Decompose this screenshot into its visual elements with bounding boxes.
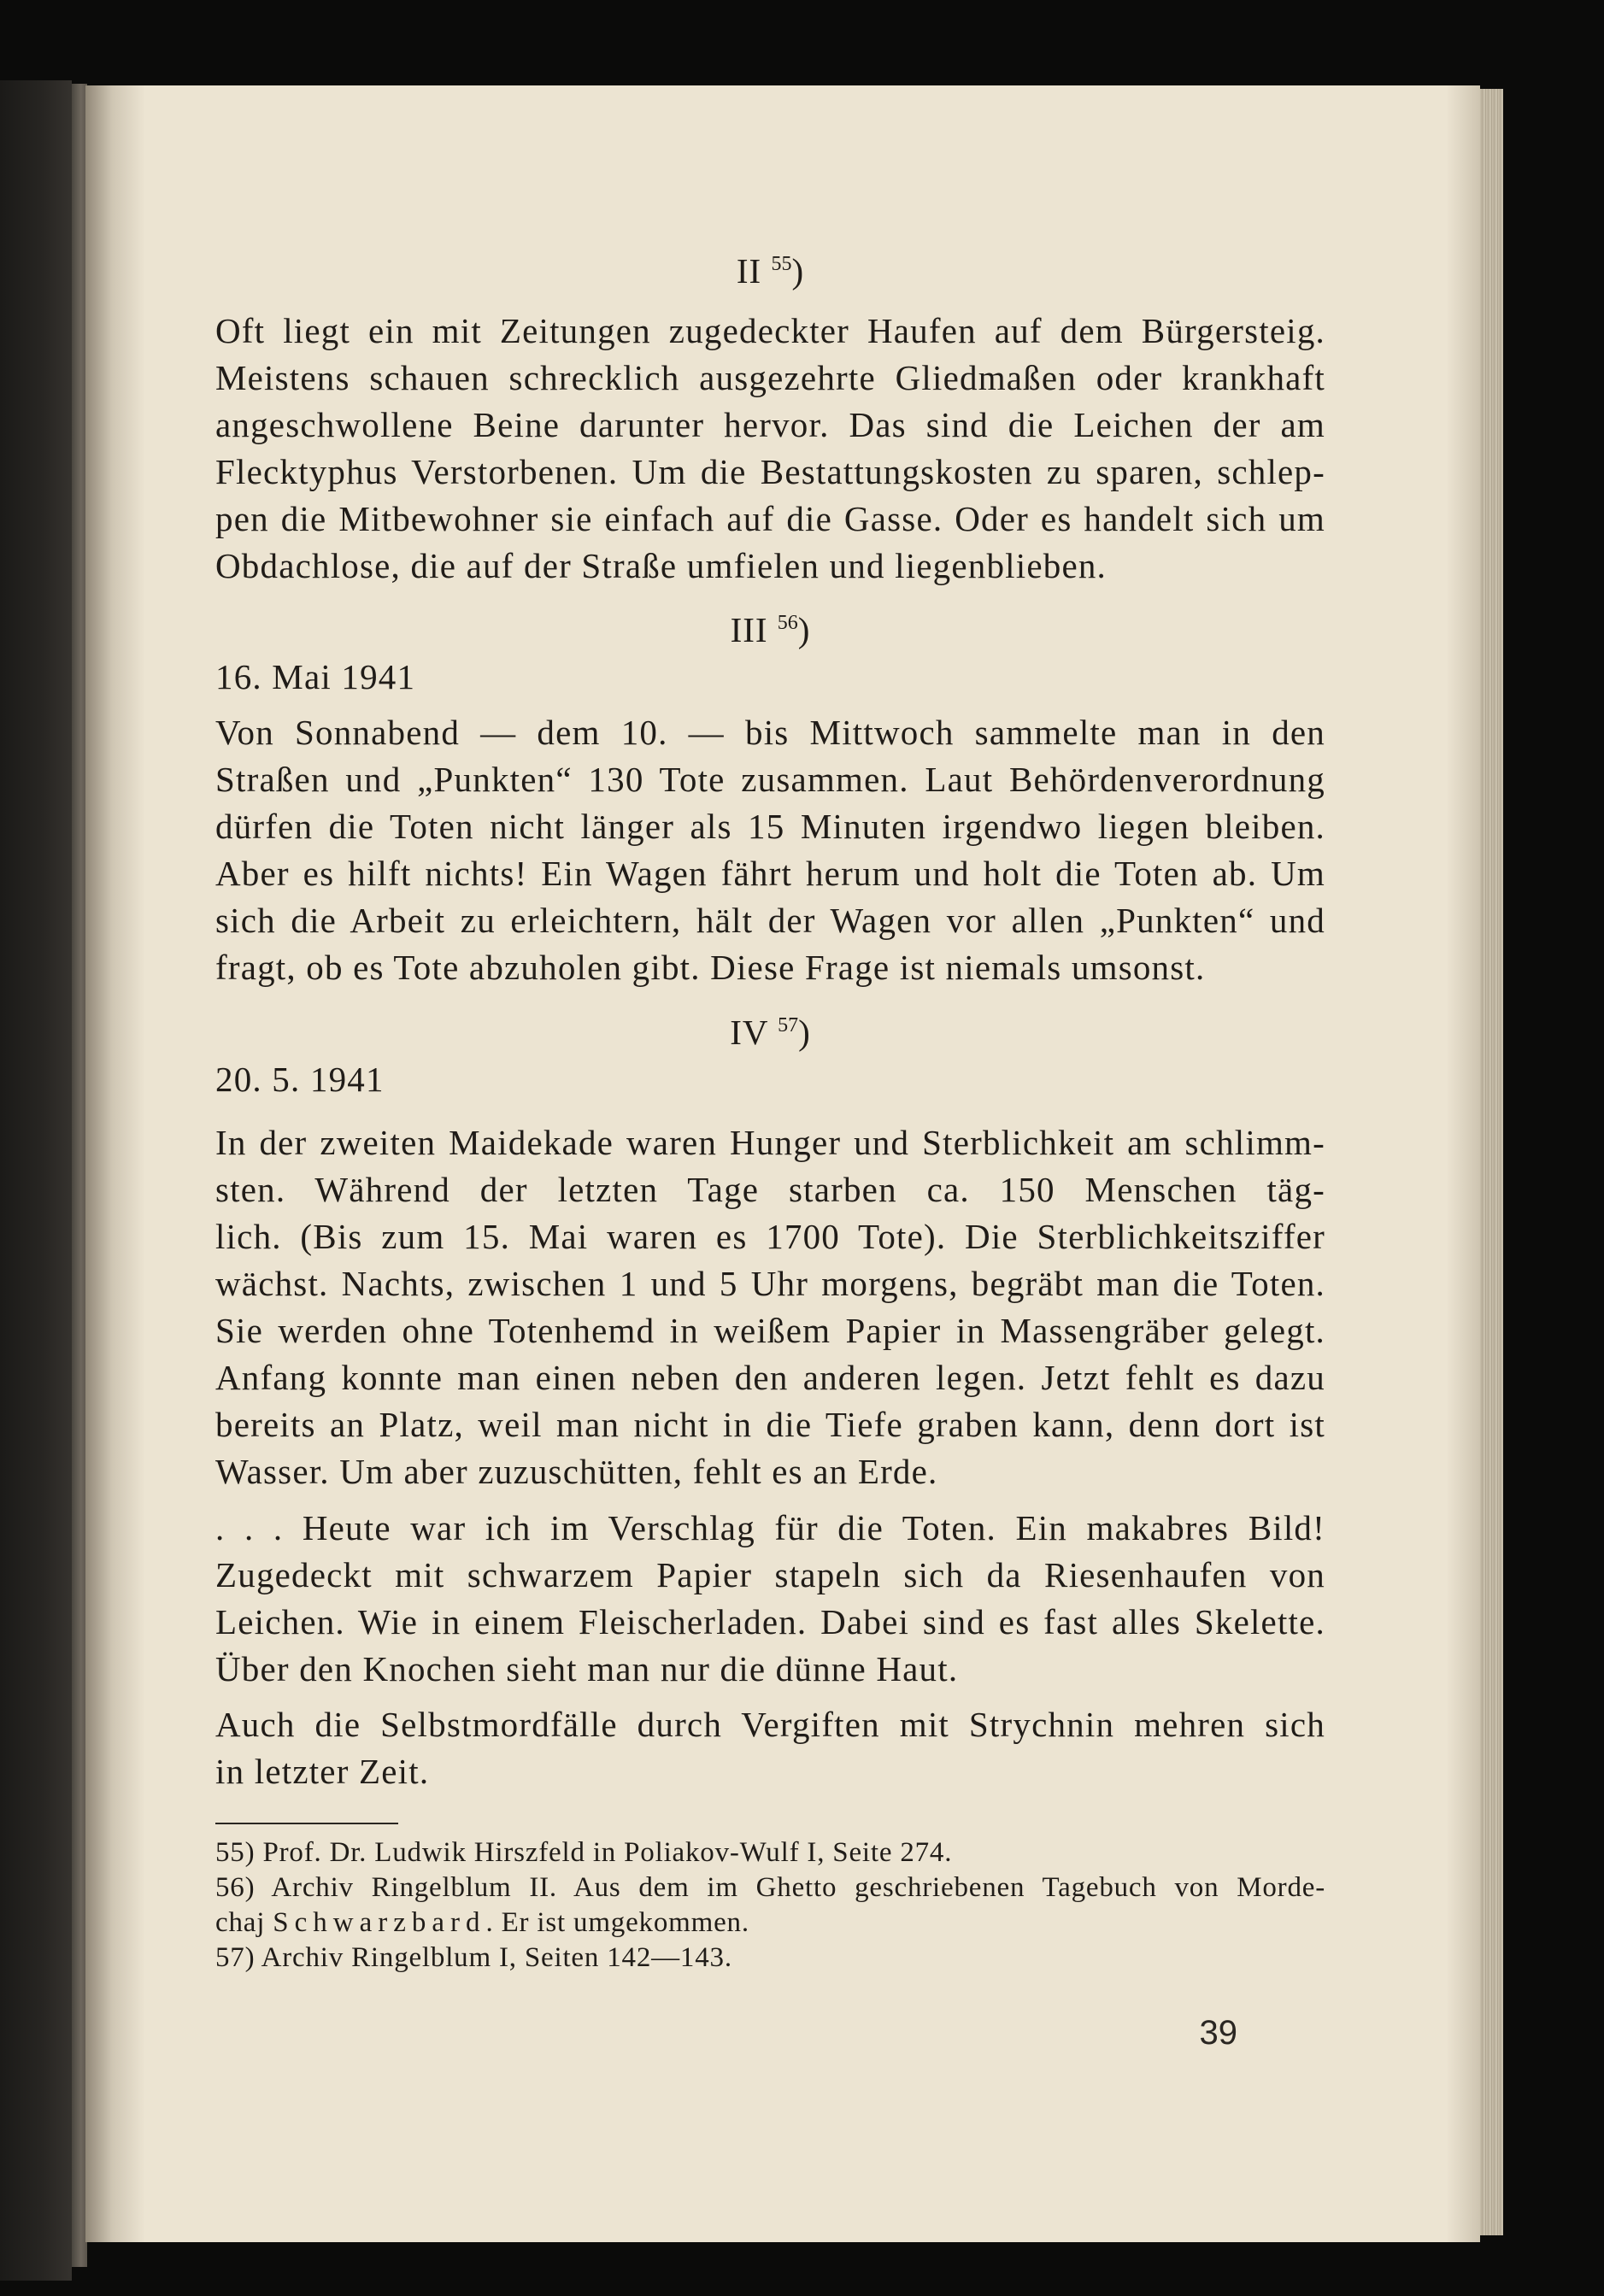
section-ii (215, 248, 1325, 295)
footnote-marker: 56) (215, 1872, 256, 1903)
paragraph (215, 709, 1325, 991)
section-heading (215, 607, 1325, 654)
paragraph-line: in letzter Zeit. (215, 1752, 430, 1791)
page-number: 39 (1199, 2014, 1237, 2052)
footnote-marker: 57) (215, 1942, 256, 1973)
section-iii (215, 607, 1325, 701)
section-iv (215, 1009, 1325, 1103)
footnote-marker: 55) (215, 1837, 256, 1868)
paragraph-line: Straßen und „Punkten“ 130 Tote zusammen. Laut Behördenverordnung (215, 760, 1325, 799)
paragraph-line: Meistens schauen schrecklich ausgezehrte Gliedmaßen oder krankhaft (215, 358, 1325, 397)
paragraph-line: Von Sonnabend — dem 10. — bis Mittwoch sammelte man in den (215, 713, 1325, 752)
paragraph (215, 308, 1325, 590)
paragraph-line: Leichen. Wie in einem Fleischerladen. Dabei sind es fast alles Skelette. (215, 1602, 1325, 1641)
paragraph-line: angeschwollene Beine darunter hervor. Das sind die Leichen der am (215, 405, 1325, 444)
paragraph (215, 1505, 1325, 1693)
footnote-text: . Er ist umgekommen. (485, 1907, 749, 1938)
footnote-reference-paren: ) (791, 251, 805, 291)
footnote-reference-paren: ) (798, 1013, 811, 1052)
paragraph-line: sten. Während der letzten Tage starben ca. 150 Menschen täg- (215, 1170, 1325, 1209)
page-stack-edge (1480, 89, 1503, 2235)
paragraph-line: Aber es hilft nichts! Ein Wagen fährt herum und holt die Toten ab. Um (215, 854, 1325, 893)
footnote-text: Archiv Ringelblum I, Seiten 142—143. (261, 1942, 732, 1973)
section-heading (215, 1009, 1325, 1056)
footnote-reference-paren: ) (797, 610, 811, 649)
paragraph (215, 1119, 1325, 1495)
footnote-line (215, 1870, 1325, 1906)
section-numeral: IV (730, 1013, 768, 1052)
page-edge-shade (1446, 85, 1480, 2242)
paragraph-line: Wasser. Um aber zuzuschütten, fehlt es an Erde. (215, 1452, 938, 1491)
paragraph-line: Über den Knochen sieht man nur die dünne Haut. (215, 1649, 959, 1688)
footnote-text: Prof. Dr. Ludwik Hirszfeld in Poliakov-Wulf I, Seite 274. (262, 1837, 953, 1868)
paragraph-line: Zugedeckt mit schwarzem Papier stapeln sich da Riesenhaufen von (215, 1555, 1325, 1594)
footnote-line (215, 1906, 1325, 1941)
paragraph-line: Flecktyphus Verstorbenen. Um die Bestattungskosten zu sparen, schlep- (215, 452, 1325, 491)
paragraph-line: bereits an Platz, weil man nicht in die Tiefe graben kann, denn dort ist (215, 1405, 1325, 1444)
section-numeral: III (730, 610, 768, 649)
paragraph-line: lich. (Bis zum 15. Mai waren es 1700 Tote). Die Sterblichkeitsziffer (215, 1217, 1325, 1256)
footnote-author-name: Schwarzbard (273, 1907, 486, 1938)
footnote-line (215, 1941, 1325, 1976)
entry-date: 16. Mai 1941 (215, 657, 416, 696)
gutter-shadow (85, 85, 145, 2242)
paragraph-line: . . . Heute war ich im Verschlag für die Toten. Ein makabres Bild! (215, 1508, 1325, 1547)
paragraph-line: pen die Mitbewohner sie einfach auf die Gasse. Oder es handelt sich um (215, 499, 1325, 538)
footnote-reference: 57 (778, 1014, 799, 1036)
footnotes (215, 1835, 1325, 1976)
paragraph-line: sich die Arbeit zu erleichtern, hält der Wagen vor allen „Punkten“ und (215, 901, 1325, 940)
footnote-text: chaj (215, 1907, 266, 1938)
section-heading (215, 248, 1325, 295)
paragraph-line: fragt, ob es Tote abzuholen gibt. Diese Frage ist niemals umsonst. (215, 948, 1206, 987)
section-numeral: II (736, 251, 762, 291)
paragraph-line: dürfen die Toten nicht länger als 15 Minuten irgendwo liegen bleiben. (215, 807, 1325, 846)
footnote-line (215, 1835, 1325, 1870)
paragraph (215, 1701, 1325, 1795)
footnote-divider (215, 1823, 398, 1824)
paragraph-line: In der zweiten Maidekade waren Hunger und Sterblichkeit am schlimm- (215, 1123, 1325, 1162)
paragraph-line: Anfang konnte man einen neben den anderen legen. Jetzt fehlt es dazu (215, 1358, 1325, 1397)
paragraph-line: Sie werden ohne Totenhemd in weißem Papier in Massengräber gelegt. (215, 1311, 1325, 1350)
entry-date: 20. 5. 1941 (215, 1060, 385, 1099)
paragraph-line: Auch die Selbstmordfälle durch Vergiften mit Strychnin mehren sich (215, 1705, 1325, 1744)
footnote-text: Archiv Ringelblum II. Aus dem im Ghetto geschriebenen Tagebuch von Morde- (271, 1872, 1325, 1903)
left-book-cover (0, 80, 72, 2281)
paragraph-line: Obdachlose, die auf der Straße umfielen und liegenblieben. (215, 546, 1108, 585)
footnote-reference: 55 (771, 253, 792, 275)
paragraph-line: wächst. Nachts, zwischen 1 und 5 Uhr morgens, begräbt man die Toten. (215, 1264, 1325, 1303)
paragraph-line: Oft liegt ein mit Zeitungen zugedeckter Haufen auf dem Bürgersteig. (215, 311, 1325, 350)
footnote-reference: 56 (777, 612, 798, 634)
